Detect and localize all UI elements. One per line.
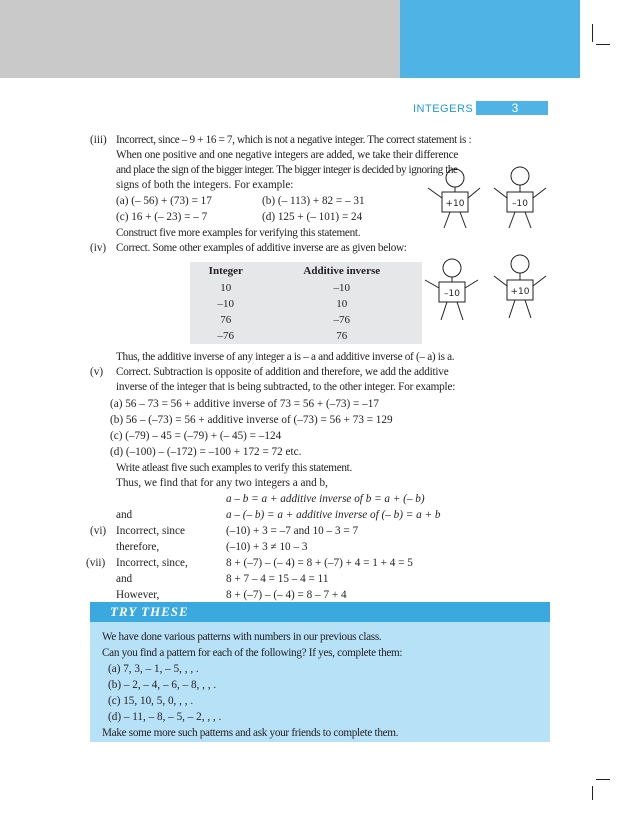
item-label: (iii) [90,134,107,146]
table-header: Integer [208,265,243,277]
statement-left: However, [116,589,160,601]
pattern-line: (a) 7, 3, – 1, – 5, , , . [108,663,199,675]
equation-line: a – (– b) = a + additive inverse of (– b) = a + b [226,509,441,521]
table-cell: 10 [336,298,348,310]
table-header: Additive inverse [303,265,381,277]
example-c: (c) 16 + (– 23) = – 7 [116,211,208,223]
statement-left: Incorrect, since, [116,557,188,569]
and-word: and [116,509,133,521]
table-row [190,328,422,344]
instruction-line: Construct five more examples for verifying this statement. [116,227,361,239]
example-a: (a) (– 56) + (73) = 17 [116,195,212,207]
running-title: INTEGERS [413,103,474,115]
paragraph-line: Correct. Some other examples of additive inverse are as given below: [116,242,407,254]
instruction-line: Write atleast five such examples to verify this statement. [116,462,352,474]
paragraph-line: When one positive and one negative integers are added, we take their difference [116,149,459,161]
table-cell: 76 [220,314,232,326]
item-label: (v) [90,366,104,378]
paragraph-line: and place the sign of the bigger integer. The bigger integer is decided by ignoring the [116,164,458,176]
statement-left: and [116,573,133,585]
figure-label: –10 [444,289,460,299]
table-cell: –10 [217,298,235,310]
header-grey-band [0,0,400,78]
stick-figures-illustration [420,160,550,330]
example-line: (c) (–79) – 45 = (–79) + (– 45) = –124 [110,430,282,442]
statement-right: (–10) + 3 = –7 and 10 – 3 = 7 [226,525,359,537]
example-line: (d) (–100) – (–172) = –100 + 172 = 72 etc. [110,446,302,458]
table-row [190,312,422,328]
paragraph-line: signs of both the integers. For example: [116,179,294,191]
pattern-line: (b) – 2, – 4, – 6, – 8, , , . [108,679,217,691]
statement-left: Incorrect, since [116,525,185,537]
figure-label: +10 [510,287,530,297]
statement-right: 8 + (–7) – (– 4) = 8 + (–7) + 4 = 1 + 4 = 5 [226,557,413,569]
table-cell: –10 [333,282,351,294]
try-these-title: TRY THESE [110,604,189,619]
item-label: (vii) [86,557,106,569]
crop-mark-top-h [596,44,610,45]
table-cell: 76 [336,330,348,342]
crop-mark-bottom-h [596,779,610,780]
header-blue-band [400,0,580,78]
equation-line: a – b = a + additive inverse of b = a + (– b) [226,493,425,505]
table-row [190,296,422,312]
paragraph-line: Correct. Subtraction is opposite of addition and therefore, we add the additive [116,366,449,378]
statement-right: 8 + (–7) – (– 4) = 8 – 7 + 4 [226,589,347,601]
table-row [190,280,422,296]
paragraph-line: Make some more such patterns and ask your friends to complete them. [102,727,399,739]
paragraph-line: We have done various patterns with numbers in our previous class. [102,631,382,643]
crop-mark-top [592,24,593,42]
table-cell: –76 [333,314,351,326]
paragraph-line: inverse of the integer that is being subtracted, to the other integer. For example: [116,381,456,393]
table-cell: –76 [217,330,235,342]
example-line: (a) 56 – 73 = 56 + additive inverse of 73 = 56 + (–73) = –17 [110,398,379,410]
item-label: (vi) [90,525,107,537]
paragraph-line: Can you find a pattern for each of the following? If yes, complete them: [102,647,403,659]
page-number: 3 [511,101,519,115]
figure-label: +10 [445,199,465,209]
paragraph-line: Incorrect, since – 9 + 16 = 7, which is not a negative integer. The correct statement is : [116,134,472,146]
table-cell: 10 [220,282,232,294]
example-d: (d) 125 + (– 101) = 24 [262,211,363,223]
statement-right: (–10) + 3 ≠ 10 – 3 [226,541,308,553]
pattern-line: (d) – 11, – 8, – 5, – 2, , , . [108,711,222,723]
statement-right: 8 + 7 – 4 = 15 – 4 = 11 [226,573,329,585]
item-label: (iv) [90,242,107,254]
statement-left: therefore, [116,541,160,553]
example-line: (b) 56 – (–73) = 56 + additive inverse of (–73) = 56 + 73 = 129 [110,414,393,426]
additive-inverse-table [190,262,422,344]
pattern-line: (c) 15, 10, 5, 0, , , . [108,695,194,707]
figure-label: –10 [512,199,528,209]
paragraph-line: Thus, we find that for any two integers a and b, [116,477,328,489]
crop-mark-bottom [592,786,593,800]
example-b: (b) (– 113) + 82 = – 31 [262,195,365,207]
paragraph-line: Thus, the additive inverse of any integer a is – a and additive inverse of (– a) is a. [116,351,455,363]
